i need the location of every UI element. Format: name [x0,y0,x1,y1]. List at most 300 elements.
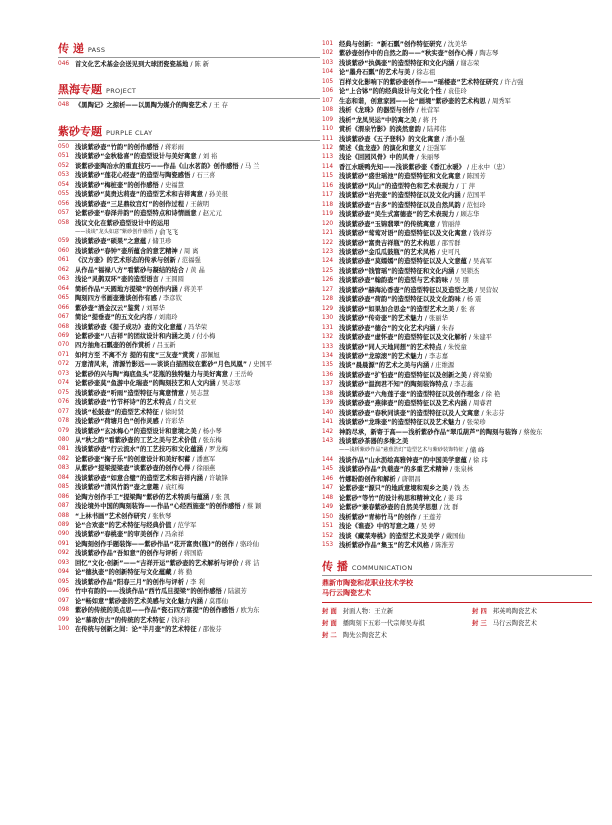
toc-entry[interactable] [58,304,320,313]
entry-author: 许彩华 [164,418,184,426]
page-number: 101 [322,41,334,47]
toc-entry[interactable] [322,257,592,266]
entry-title: 浅谈紫砂“春桃壶”的审美创作 [75,531,159,539]
toc-entry[interactable] [322,239,592,248]
entry-title: 生态和谐，创意家园——论“画境”紫砂壶的艺术构思 [339,97,486,105]
entry-title: 浅谈紫砂壶“德合”的文化艺术内涵 [339,324,436,332]
separator: / [141,304,145,312]
toc-entry[interactable] [58,625,320,634]
toc-entry[interactable] [58,549,320,558]
toc-entry[interactable] [322,97,592,106]
entry-title: 浅谈紫砂“温润君不知”的陶刻装饰特点 [339,381,449,389]
toc-entry[interactable] [58,351,320,360]
toc-entry[interactable] [58,247,320,256]
entry-title: 浅谈紫砂作品“阳春三月”的创作与评析 [75,578,185,586]
toc-entry[interactable] [322,191,592,200]
toc-entry[interactable] [322,59,592,68]
entry-author: 王岳岭 [234,370,254,378]
left-column [58,0,320,634]
toc-entry[interactable] [58,512,320,521]
toc-entry[interactable] [58,521,320,530]
toc-entry[interactable] [322,513,592,522]
toc-entry[interactable] [58,190,320,199]
entry-author: 俞飞飞 [159,228,179,236]
toc-entry[interactable] [322,267,592,276]
page-number: 070 [58,342,70,349]
toc-entry[interactable] [322,399,592,408]
toc-entry[interactable] [58,294,320,303]
separator: / [462,192,465,200]
separator: / [160,276,163,284]
toc-entry[interactable] [322,201,592,210]
toc-entry[interactable] [322,220,592,229]
section-communication [322,558,592,642]
toc-entry[interactable] [322,163,592,172]
page-number: 065 [58,295,70,302]
entry-author: 顾志华 [460,211,480,219]
entry-author: 潘小强 [445,135,465,143]
toc-entry[interactable] [322,295,592,304]
separator: / [424,352,427,360]
separator: / [186,200,189,208]
page-number: 086 [58,493,70,500]
entry-author: 赵元元 [202,210,222,218]
page-number: 066 [58,304,70,311]
toc-entry[interactable] [322,494,592,503]
toc-entry[interactable] [322,135,592,144]
entry-title: 浅谈紫砂壶“如意合璧”的造型艺术和吉祥内涵 [75,474,203,482]
entry-title: 浅谈《藏菜寿桃》的造型艺术及美学 [339,532,440,540]
toc-list [58,143,320,635]
toc-entry[interactable] [58,341,320,350]
toc-entry[interactable] [322,49,592,58]
page-number: 134 [322,352,334,359]
page-number: 075 [58,389,70,396]
separator: / [249,361,252,369]
entry-author: 孙美很 [209,191,228,199]
toc-entry[interactable]: 046 首文化艺术基金会送见到大球团瓷瓷基地 / 陈 新 [58,61,210,68]
toc-entry[interactable] [58,181,320,190]
toc-entry[interactable] [322,172,592,181]
page-number: 069 [58,332,70,339]
page-number: 073 [58,370,70,377]
separator: / [186,389,189,397]
entry-title: 浅谈“松鼓壶”的造型艺术特征 [75,408,159,416]
toc-entry[interactable] [322,106,592,115]
separator: / [475,50,478,58]
entry-author: 周秀军 [491,97,511,105]
page-number: 053 [58,172,70,179]
entry-title: 首文化艺术基金会送见到大球团瓷瓷基地 [75,61,189,68]
entry-title: 浅谈紫砂壶“燕律壶”的造型特征以及艺术内涵 [339,400,467,408]
entry-author: 陆邦伟 [426,126,446,134]
toc-entry[interactable] [58,152,320,161]
entry-author: 蒋 丹 [422,116,438,124]
page-number: 149 [322,504,334,511]
entry-title: 浅谈紫砂作品“吾如意”的创作与评析 [75,550,178,558]
toc-entry[interactable] [58,323,320,332]
toc-entry[interactable] [58,370,320,379]
entry-author: 张秋琴 [152,512,172,520]
page-number: 095 [58,578,70,585]
entry-title: 浅谈紫砂“金瓜瓜鼓瓶”的艺术风格 [339,248,436,256]
entry-title: 紫砂壶创作中的自然之韵——“秋实壶”创作心得 [339,50,474,58]
page-number: 084 [58,474,70,481]
page-number: 094 [58,569,70,576]
toc-entry[interactable] [58,162,320,171]
entry-title: 论“墨舟石瓢”的艺术与美 [339,69,411,77]
toc-entry[interactable] [58,530,320,539]
entry-author: 冯华荣 [188,323,208,331]
page-number: 127 [322,286,334,293]
separator: / [223,588,226,596]
separator: / [230,370,233,378]
entry-author: 储卫珍 [152,238,172,246]
separator: / [443,41,446,48]
entry-author: 杜营军 [420,107,440,115]
entry-title: 竹娜盼韵创作和解析 [339,475,396,483]
separator: / [437,248,440,256]
cover-item[interactable]: 封 面 播陶刻下五彩一代宗师吴寿祺 [322,620,425,628]
page-number: 151 [322,523,334,530]
page-number: 105 [322,78,334,85]
toc-entry[interactable] [322,40,592,49]
page-number: 081 [58,446,70,453]
separator: / [500,78,503,86]
page-number: 146 [322,475,334,482]
toc-entry[interactable] [58,483,320,492]
entry-author: 谢志荣 [460,59,480,67]
toc-entry[interactable] [58,228,320,237]
toc-entry[interactable] [322,314,592,323]
entry-title: 从“秋之韵”看紫砂壶的工艺之美与艺术价值 [75,436,197,444]
toc-entry[interactable] [322,78,592,87]
page-number: 058 [58,219,70,226]
toc-entry[interactable] [322,503,592,512]
toc-entry[interactable] [322,87,592,96]
toc-entry[interactable] [58,587,320,596]
entry-author: 张 凯 [215,493,230,501]
cover-item[interactable]: 封 三 马行云陶瓷艺术 [472,620,537,628]
entry-author: 徐时贤 [164,408,184,416]
page-number: 080 [58,436,70,443]
entry-title: 浅谈紫砂壶“虚怀壶”的造型特征以及文化解析 [339,334,467,342]
toc-entry[interactable] [322,484,592,493]
separator: / [160,181,163,189]
cover-item[interactable]: 封 二 陶先公陶瓷艺术 [322,632,387,640]
toc-entry[interactable] [58,360,320,369]
toc-entry[interactable] [58,379,320,388]
entry-author: 刘 裕 [202,153,218,161]
page-number: 096 [58,588,70,595]
entry-title: 紫砂的传统的美点思——作品“瓷石四方富提”的创作感悟 [75,607,235,615]
separator: / [487,97,490,105]
page-number: 140 [322,409,334,416]
entry-author: 杨 震 [466,296,482,304]
toc-entry[interactable] [322,333,592,342]
page-number: 119 [322,211,334,218]
toc-entry[interactable] [322,465,592,474]
toc-entry[interactable] [58,285,320,294]
page-number: 118 [322,201,334,208]
toc-entry[interactable] [322,324,592,333]
entry-title: 浅谈紫砂“龙琼滚”的艺术魅力 [339,352,423,360]
page-number: 150 [322,513,334,520]
entry-title: 论“畅如意”紫砂壶的艺术美感与文化魅力内涵 [75,597,203,605]
entry-author: 蒋彩雨 [164,143,184,151]
toc-entry[interactable] [58,143,320,152]
toc-entry[interactable] [322,541,592,550]
entry-title: 浅谈紫砂壶“六角莲子壶”的造型特征以及创作理念 [339,390,480,398]
toc-entry[interactable] [58,616,320,625]
entry-author: 陶志琴 [479,50,499,58]
toc-entry[interactable] [322,380,592,389]
separator: / [160,418,163,426]
separator: / [450,466,453,474]
toc-entry[interactable] [322,182,592,191]
entry-title: 浅谈紫砂壶“美生式富德壶”的艺术表现力 [339,211,455,219]
page-number: 116 [322,182,334,189]
page-number: 087 [58,503,70,510]
toc-entry[interactable] [58,275,320,284]
toc-entry[interactable] [58,540,320,549]
toc-entry[interactable] [58,559,320,568]
toc-entry[interactable] [322,116,592,125]
page-number: 129 [322,305,334,312]
toc-entry[interactable] [58,417,320,426]
entry-author: 付小梅 [196,332,216,340]
separator: / [450,381,453,389]
toc-entry[interactable] [322,532,592,541]
toc-entry[interactable] [322,144,592,153]
toc-entry[interactable] [322,352,592,361]
entry-title: 陶刻四方书画壶雅谈创作有感 [75,295,157,303]
toc-entry[interactable] [58,219,320,228]
toc-entry[interactable] [322,409,592,418]
separator: / [481,409,484,417]
entry-author: 袁红梅 [164,484,184,492]
toc-entry[interactable] [58,455,320,464]
separator: / [211,493,214,501]
toc-entry[interactable] [322,210,592,219]
toc-entry[interactable] [322,428,592,437]
entry-author: 陈 新 [194,61,210,68]
cover-item[interactable]: 封 面 封面人物：王立新 [322,608,394,616]
toc-entry[interactable] [58,200,320,209]
entry-title: 浅谈紫砂“玄冰梅心”的造型设计和意境之美 [75,427,197,435]
page-number: 085 [58,484,70,491]
toc-entry[interactable] [58,606,320,615]
separator: / [177,257,180,265]
toc-entry[interactable] [58,237,320,246]
page-number: 092 [58,550,70,557]
entry-author: 李 利 [190,578,205,586]
entry-author: 徐 玮 [473,456,488,464]
page-number: 138 [322,390,334,397]
separator: / [431,362,434,370]
separator: / [416,523,419,531]
entry-author: 张泉林 [454,466,474,474]
toc-entry[interactable] [58,408,320,417]
toc-entry[interactable] [58,256,320,265]
entry-title: 浅谈“晨晨源”的艺术之美与内涵 [339,362,430,370]
page-number: 114 [322,163,334,170]
entry-title: 从紫砂“提梁提梁壶”谈紫砂壶的创作心得 [75,465,191,473]
entry-title: 简论“提垂壶”的五文化内容 [75,314,153,322]
entry-author: 管丽萍 [441,220,461,228]
toc-entry[interactable] [322,390,592,399]
entry-title: 浅议文化在紫砂造型设计中的运用 [75,219,170,227]
separator: / [439,504,442,512]
entry-author: 蒋美平 [183,285,203,293]
entry-author: 蒋荣勤 [473,371,492,379]
entry-title: 简述《鱼龙壶》的演化和意义 [339,144,421,152]
page-number: 056 [58,200,70,207]
separator: / [466,163,470,171]
separator: / [456,59,459,67]
page-number: 106 [322,88,334,95]
toc-entry[interactable] [322,153,592,162]
toc-entry[interactable] [322,522,592,531]
page-number: 103 [322,59,334,66]
toc-entry[interactable] [58,502,320,511]
toc-entry[interactable] [58,398,320,407]
entry-author: 徐丽燕 [196,465,216,473]
separator: / [240,559,243,567]
toc-entry[interactable] [322,229,592,238]
entry-author: 范福强 [181,257,201,265]
toc-entry[interactable] [58,568,320,577]
toc-entry[interactable] [58,578,320,587]
entry-title: 论“德执壶”的创新特征与文化蕴藏 [75,569,172,577]
page-number: 100 [58,626,70,633]
toc-entry[interactable] [58,445,320,454]
separator: / [204,597,208,605]
toc-entry[interactable] [322,286,592,295]
page-number: 144 [322,456,334,463]
toc-entry[interactable] [322,418,592,427]
entry-title: 浅谈紫砂壶《五子登科》的文化寓意 [339,135,440,143]
separator: / [441,135,444,143]
entry-title: 浅析《龙珠》的器型与创作 [339,107,415,115]
separator: / [462,296,465,304]
entry-title: 论陶方创作手工“提梁陶”紫砂的艺术特质与蕴涵 [75,493,210,501]
toc-entry[interactable] [322,305,592,314]
separator: / [217,380,220,388]
entry-author: 刘南玲 [158,314,178,322]
toc-entry[interactable] [58,427,320,436]
toc-entry[interactable] [58,209,320,218]
separator: / [173,399,176,407]
page-number: 142 [322,428,334,435]
section-subtitle: PURPLE CLAY [106,128,153,137]
toc-entry[interactable]: 048 《黑陶记》之掠析——以黑陶为媒介的陶瓷艺术 / 王 存 [58,102,228,110]
toc-entry[interactable] [58,266,320,275]
toc-entry[interactable] [58,436,320,445]
toc-entry[interactable] [58,597,320,606]
toc-entry[interactable] [58,332,320,341]
separator: / [240,162,243,170]
separator: / [422,126,425,134]
toc-entry[interactable] [58,313,320,322]
page-number: 099 [58,616,70,623]
toc-entry[interactable] [58,389,320,398]
entry-author: 蒋国皓 [183,550,203,558]
entry-title: 浅论“灵鹊双环”壶的造型语言 [75,276,159,284]
entry-title: 浅谈紫砂壶“硕果”之意蕴 [75,238,147,246]
page-number: 135 [322,362,334,369]
entry-title: 浅谈紫砂壶“翰韵壶”的造型与艺术韵味 [339,277,449,285]
toc-entry[interactable] [58,464,320,473]
toc-entry[interactable] [58,171,320,180]
entry-author: 吴锁杰 [460,267,480,275]
entry-author: 汪强军 [426,144,446,152]
page-number: 124 [322,258,334,265]
page-number: 055 [58,191,70,198]
toc-entry[interactable] [322,343,592,352]
entry-title: 浅谈紫砂壶“荷韵”的造型特征以及文化韵味 [339,296,461,304]
entry-title: 浅谈紫砂壶“三足鼎纹宫灯”的创作过程 [75,200,185,208]
entry-author: 史国平 [253,361,273,369]
entry-title: 《黑陶记》之掠析——以黑陶为媒介的陶瓷艺术 [75,102,208,110]
entry-title: 浅论紫砂“荷塘月色”创作灵感 [75,418,159,426]
page-number: 109 [322,116,334,123]
entry-title: 经典与创新：“新石瓢”创作特征研究 [339,41,442,48]
toc-entry[interactable] [322,248,592,257]
toc-entry[interactable] [58,474,320,483]
entry-author: 朱丽琴 [420,154,440,162]
toc-entry[interactable] [322,446,592,455]
separator: / [198,427,201,435]
entry-author: 朱志芬 [485,409,505,417]
separator: / [450,277,453,285]
entry-author: 吕玉新 [156,342,176,350]
entry-title: 香江水暖鸭先知——浅谈紫砂壶《香江水暖》 [339,163,465,171]
toc-entry[interactable] [322,371,592,380]
toc-entry[interactable] [58,493,320,502]
entry-title: 浅谈紫砂壶《提子成功》壶的文化意蕴 [75,323,183,331]
separator: / [462,201,465,209]
toc-entry[interactable] [322,361,592,370]
toc-entry[interactable] [322,68,592,77]
page-number: 077 [58,408,70,415]
entry-author: 吴 婷 [420,523,436,531]
entry-author: 冯余祥 [164,531,184,539]
toc-entry[interactable] [322,437,592,446]
page-number: 091 [58,540,70,547]
entry-author: 戴国仙 [445,532,465,540]
separator: / [152,342,155,350]
entry-title: 浅谈紫砂“风山”的造型特色和艺术表现力 [339,182,455,190]
toc-entry[interactable] [322,456,592,465]
toc-entry[interactable] [322,125,592,134]
toc-entry[interactable] [322,276,592,285]
separator: / [158,295,161,303]
entry-author: 张东梅 [202,436,222,444]
page-number: 093 [58,559,70,566]
entry-author: 王薇明 [190,200,210,208]
toc-entry[interactable] [322,475,592,484]
page-number: 054 [58,181,70,188]
section-project [58,81,320,110]
separator: / [468,456,472,464]
page-number: 068 [58,323,70,330]
separator: / [443,88,446,96]
separator: / [192,172,195,180]
separator: / [462,173,465,181]
cover-item[interactable]: 封 四 邦英鸣陶瓷艺术 [472,608,537,616]
separator: / [465,447,468,455]
